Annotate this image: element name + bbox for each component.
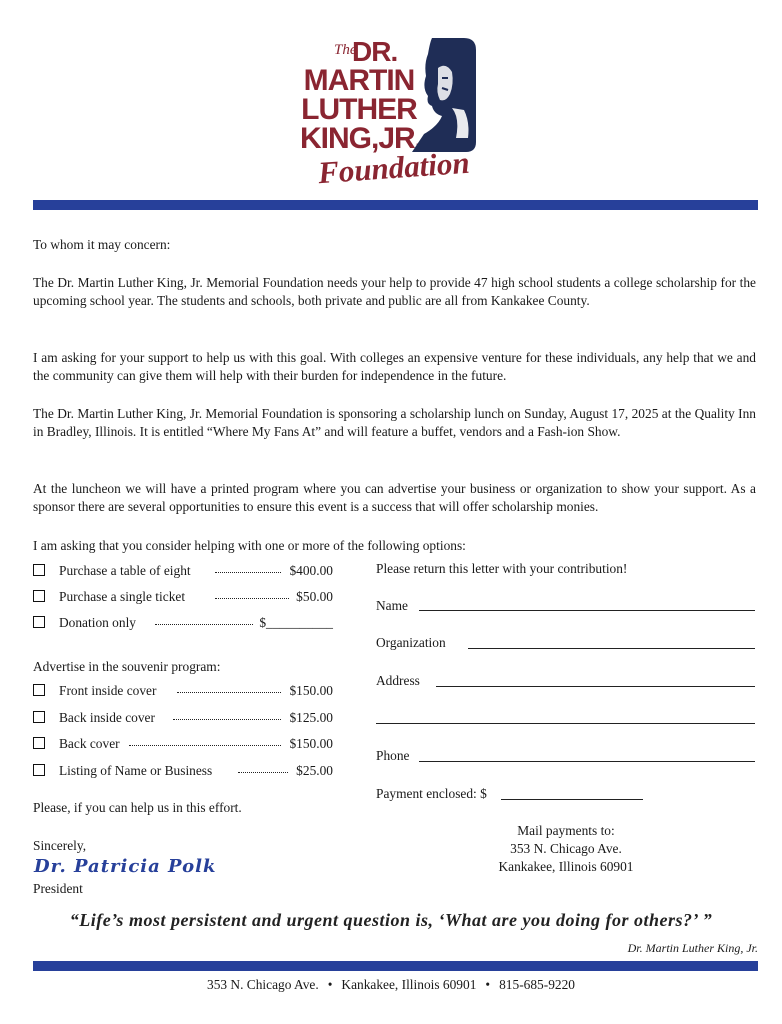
paragraph-3: The Dr. Martin Luther King, Jr. Memorial Foundation is sponsoring a scholarship lunch on Sunday, August 17, 2025 at the Quality Inn in Bradley, Illinois. It is entitled “Where My Fans At” and will feature a buffet, vendors and a Fash-ion Show. <box>33 406 756 439</box>
bullet-icon: • <box>485 977 491 992</box>
logo-the: The <box>334 42 357 58</box>
paragraph-1: The Dr. Martin Luther King, Jr. Memorial Foundation needs your help to provide 47 high school students a college scholarship for the upcoming school year. The students and schools, both private and public are all from Kankakee County. <box>33 275 756 308</box>
header-divider <box>33 200 758 210</box>
name-field[interactable] <box>419 610 755 611</box>
leader-dots <box>129 745 281 746</box>
form-intro: Please return this letter with your contribution! <box>376 561 628 576</box>
name-label: Name <box>376 598 408 613</box>
phone-label: Phone <box>376 748 410 763</box>
organization-label: Organization <box>376 635 446 650</box>
payment-label: Payment enclosed: $ <box>376 786 487 801</box>
ad-amount: $150.00 <box>289 683 333 698</box>
address-field-line2[interactable] <box>376 723 755 724</box>
ad-amount: $150.00 <box>289 736 333 751</box>
option-label: Purchase a single ticket <box>59 589 186 604</box>
footer-divider <box>33 961 758 971</box>
ad-label: Back cover <box>59 736 120 751</box>
checkbox[interactable] <box>33 711 45 723</box>
logo-foundation: Foundation <box>316 144 471 191</box>
ad-label: Listing of Name or Business <box>59 763 213 778</box>
option-single-ticket[interactable] <box>33 588 333 606</box>
option-amount: $__________ <box>259 615 333 630</box>
salutation: To whom it may concern: <box>33 237 171 252</box>
mail-heading: Mail payments to: <box>517 823 615 838</box>
logo-king: KING,JR. <box>300 122 423 155</box>
paragraph-4: At the luncheon we will have a printed program where you can advertise your business or organization to show your support. As a sponsor there are several opportunities to ensure this event is a success that will offer scholarship monies. <box>33 481 756 514</box>
advertise-heading: Advertise in the souvenir program: <box>33 659 221 674</box>
footer-phone: 815-685-9220 <box>499 977 575 992</box>
ad-listing[interactable] <box>33 762 333 780</box>
option-table-of-eight[interactable] <box>33 562 333 580</box>
option-amount: $50.00 <box>296 589 333 604</box>
bullet-icon: • <box>327 977 333 992</box>
mlk-portrait-icon <box>412 38 476 153</box>
phone-field[interactable] <box>419 761 755 762</box>
mail-line1: 353 N. Chicago Ave. <box>510 841 622 856</box>
checkbox[interactable] <box>33 737 45 749</box>
footer-city: Kankakee, Illinois 60901 <box>341 977 477 992</box>
leader-dots <box>177 692 281 693</box>
option-amount: $400.00 <box>289 563 333 578</box>
ad-front-inside-cover[interactable] <box>33 682 333 700</box>
checkbox[interactable] <box>33 590 45 602</box>
organization-field[interactable] <box>468 648 755 649</box>
paragraph-2: I am asking for your support to help us with this goal. With colleges an expensive venture for these individuals, any help that we and the community can give them will help with their burden for independence in the future. <box>33 350 756 383</box>
signature: Dr. Patricia Polk <box>34 856 217 877</box>
mlk-quote: “Life’s most persistent and urgent question is, ‘What are you doing for others?’ ” <box>69 910 713 930</box>
leader-dots <box>238 772 288 773</box>
checkbox[interactable] <box>33 764 45 776</box>
mail-line2: Kankakee, Illinois 60901 <box>498 859 634 874</box>
leader-dots <box>215 598 289 599</box>
address-field[interactable] <box>436 686 755 687</box>
address-label: Address <box>376 673 420 688</box>
ad-label: Front inside cover <box>59 683 157 698</box>
ad-label: Back inside cover <box>59 710 155 725</box>
quote-attribution: Dr. Martin Luther King, Jr. <box>627 941 758 955</box>
logo-luther: LUTHER <box>301 93 417 126</box>
checkbox[interactable] <box>33 616 45 628</box>
sincerely: Sincerely, <box>33 838 87 853</box>
logo-dr: DR. <box>352 36 398 67</box>
footer-address: 353 N. Chicago Ave. <box>207 977 319 992</box>
option-donation[interactable] <box>33 614 333 632</box>
help-request: Please, if you can help us in this effort. <box>33 800 242 815</box>
logo-martin: MARTIN <box>303 64 415 97</box>
leader-dots <box>215 572 281 573</box>
ad-back-inside-cover[interactable] <box>33 709 333 727</box>
leader-dots <box>173 719 281 720</box>
ad-amount: $25.00 <box>296 763 333 778</box>
footer-contact <box>0 977 782 993</box>
option-label: Purchase a table of eight <box>59 563 191 578</box>
ad-back-cover[interactable] <box>33 735 333 753</box>
checkbox[interactable] <box>33 684 45 696</box>
ad-amount: $125.00 <box>289 710 333 725</box>
options-intro: I am asking that you consider helping with one or more of the following options: <box>33 538 466 553</box>
leader-dots <box>155 624 253 625</box>
option-label: Donation only <box>59 615 136 630</box>
payment-field[interactable] <box>501 799 643 800</box>
checkbox[interactable] <box>33 564 45 576</box>
signer-title: President <box>33 881 83 896</box>
